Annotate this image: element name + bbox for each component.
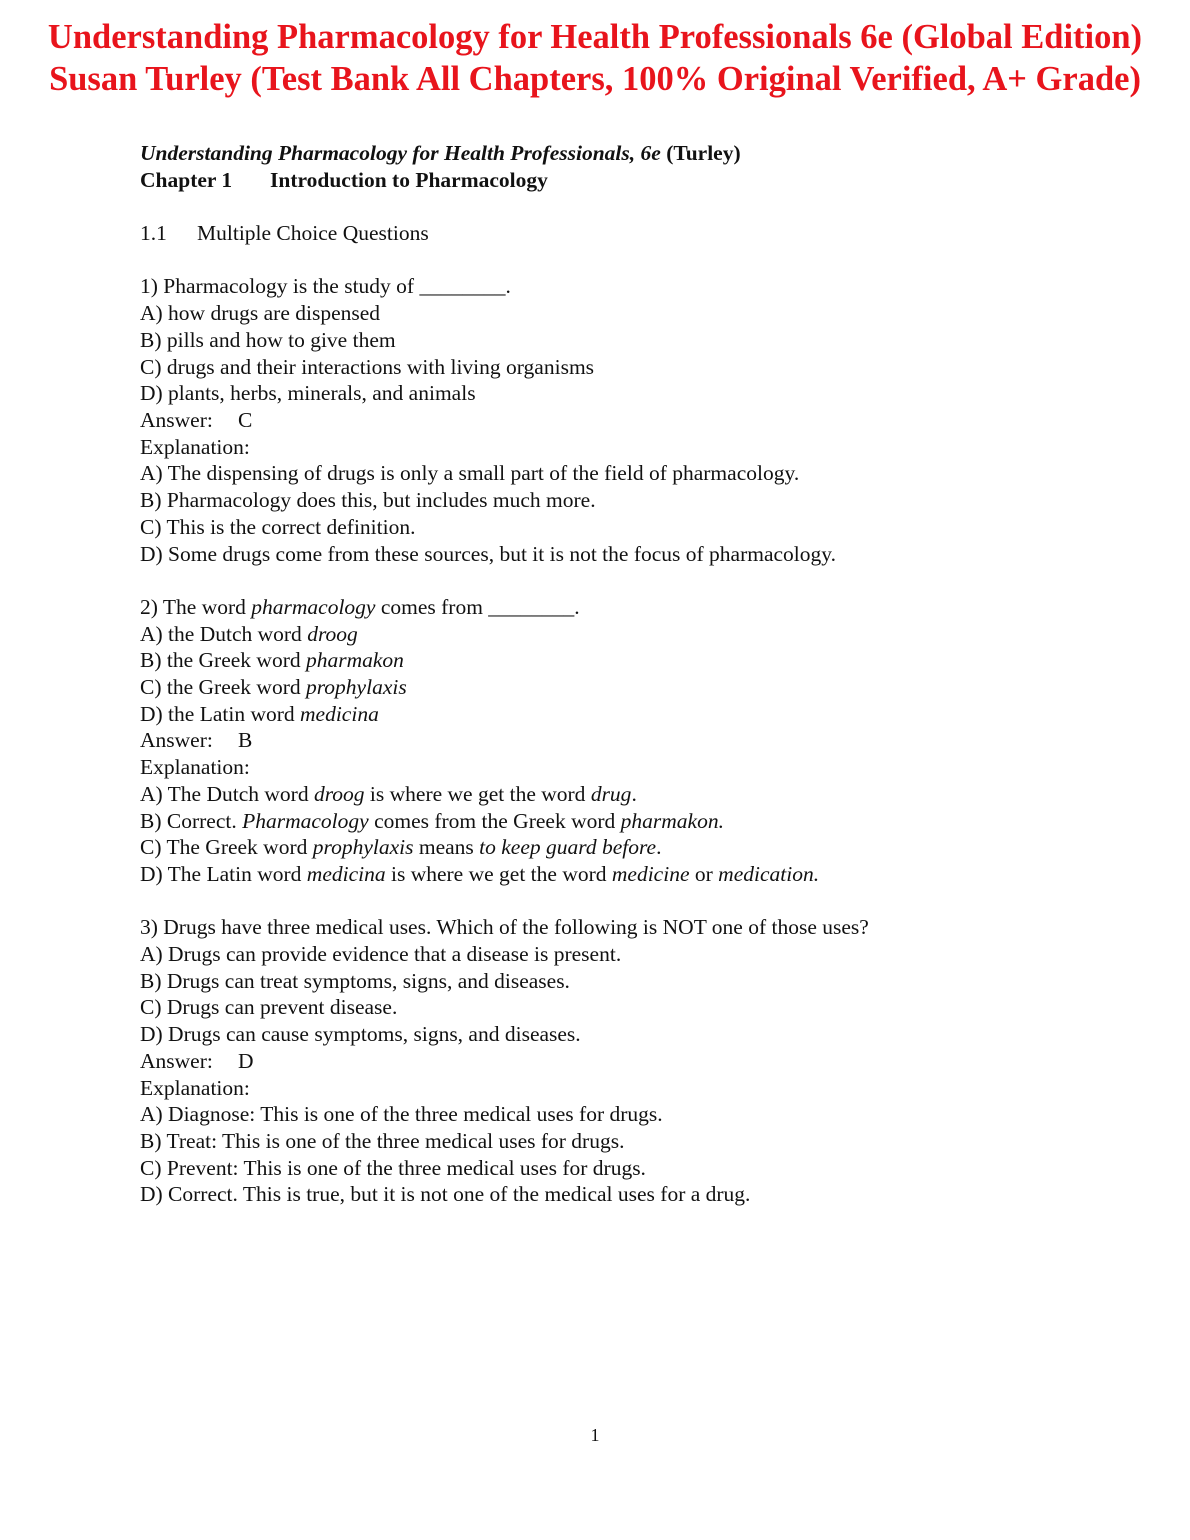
explanation-d [140,861,1100,888]
section-heading [140,220,1100,247]
question-2 [140,594,1100,888]
explanation-a [140,781,1100,808]
term: prophylaxis [312,835,414,860]
term: drug [590,781,632,806]
explanation-label: Explanation: [140,1075,250,1100]
option-a [140,621,1100,648]
section-title: Multiple Choice Questions [197,221,429,246]
term: medicine [611,861,690,886]
chapter-title: Introduction to Pharmacology [270,167,548,192]
stem-term: pharmacology [251,594,376,619]
explanation-label: Explanation: [140,755,250,780]
option-a: A) Drugs can provide evidence that a disease is present. [140,942,622,967]
option-d [140,701,1100,728]
option-d: D) Drugs can cause symptoms, signs, and diseases. [140,1022,581,1047]
text: C) The Greek word [140,835,313,860]
watermark-banner [0,16,1190,100]
question-stem: 3) Drugs have three medical uses. Which of the following is NOT one of those uses? [140,915,869,940]
option-c: C) drugs and their interactions with living organisms [140,354,595,379]
stem-text: comes from ________. [375,594,580,619]
answer-value: B [238,728,253,753]
option-text: A) the Dutch word [140,621,308,646]
text: is where we get the word [364,781,591,806]
option-text: B) the Greek word [140,648,306,673]
explanation-c: C) This is the correct definition. [140,514,416,539]
stem-text: 2) The word [140,594,252,619]
answer-line [140,1048,1100,1075]
answer-line [140,407,1100,434]
text: . [656,835,662,860]
text: means [413,835,480,860]
question-3 [140,914,1100,1208]
explanation-d: D) Some drugs come from these sources, but it is not the focus of pharmacology. [140,541,837,566]
option-text: D) the Latin word [140,701,301,726]
answer-label: Answer: [140,408,213,432]
text: A) The Dutch word [140,781,314,806]
option-c [140,674,1100,701]
option-b: B) Drugs can treat symptoms, signs, and diseases. [140,968,570,993]
term: Pharmacology [242,808,369,833]
text: B) Correct. [140,808,243,833]
answer-value: D [238,1048,254,1073]
option-a: A) how drugs are dispensed [140,301,381,326]
text: . [631,781,637,806]
text: is where we get the word [385,861,612,886]
answer-label: Answer: [140,728,213,753]
book-author: (Turley) [666,141,741,165]
text: comes from the Greek word [368,808,621,833]
explanation-d: D) Correct. This is true, but it is not one of the medical uses for a drug. [140,1182,751,1207]
answer-label: Answer: [140,1048,213,1073]
chapter-heading [140,167,1100,194]
explanation-label: Explanation: [140,434,250,459]
page-number: 1 [590,1425,600,1445]
answer-line [140,727,1100,754]
explanation-a: A) Diagnose: This is one of the three medical uses for drugs. [140,1102,663,1127]
option-term: prophylaxis [305,675,407,700]
text: or [689,861,719,886]
option-term: pharmakon [305,648,404,673]
book-title-line [140,140,1100,167]
explanation-a: A) The dispensing of drugs is only a small part of the field of pharmacology. [140,461,800,486]
explanation-c: C) Prevent: This is one of the three medical uses for drugs. [140,1155,646,1180]
question-1 [140,273,1100,567]
answer-value: C [238,408,253,432]
term: pharmakon. [620,808,724,833]
option-term: medicina [300,701,379,726]
explanation-b: B) Treat: This is one of the three medical uses for drugs. [140,1128,625,1153]
option-text: C) the Greek word [140,675,306,700]
option-d: D) plants, herbs, minerals, and animals [140,381,476,406]
section-number: 1.1 [140,221,167,246]
chapter-label: Chapter 1 [140,167,233,192]
term: droog [313,781,365,806]
option-c: C) Drugs can prevent disease. [140,995,398,1020]
term: medication. [718,861,820,886]
term: medicina [306,861,386,886]
option-b: B) pills and how to give them [140,327,396,352]
explanation-b: B) Pharmacology does this, but includes much more. [140,488,596,513]
option-term: droog [307,621,358,646]
question-stem: 1) Pharmacology is the study of ________. [140,274,511,299]
book-title: Understanding Pharmacology for Health Professionals, 6e [140,141,661,165]
explanation-c [140,834,1100,861]
term: to keep guard before [479,835,657,860]
text: D) The Latin word [140,861,307,886]
document-body [140,140,1100,1208]
explanation-b [140,808,1100,835]
banner-line-1: Understanding Pharmacology for Health Professionals 6e (Global Edition) [47,18,1143,56]
question-stem [140,594,1100,621]
option-b [140,647,1100,674]
banner-line-2: Susan Turley (Test Bank All Chapters, 100% Original Verified, A+ Grade) [49,60,1141,98]
